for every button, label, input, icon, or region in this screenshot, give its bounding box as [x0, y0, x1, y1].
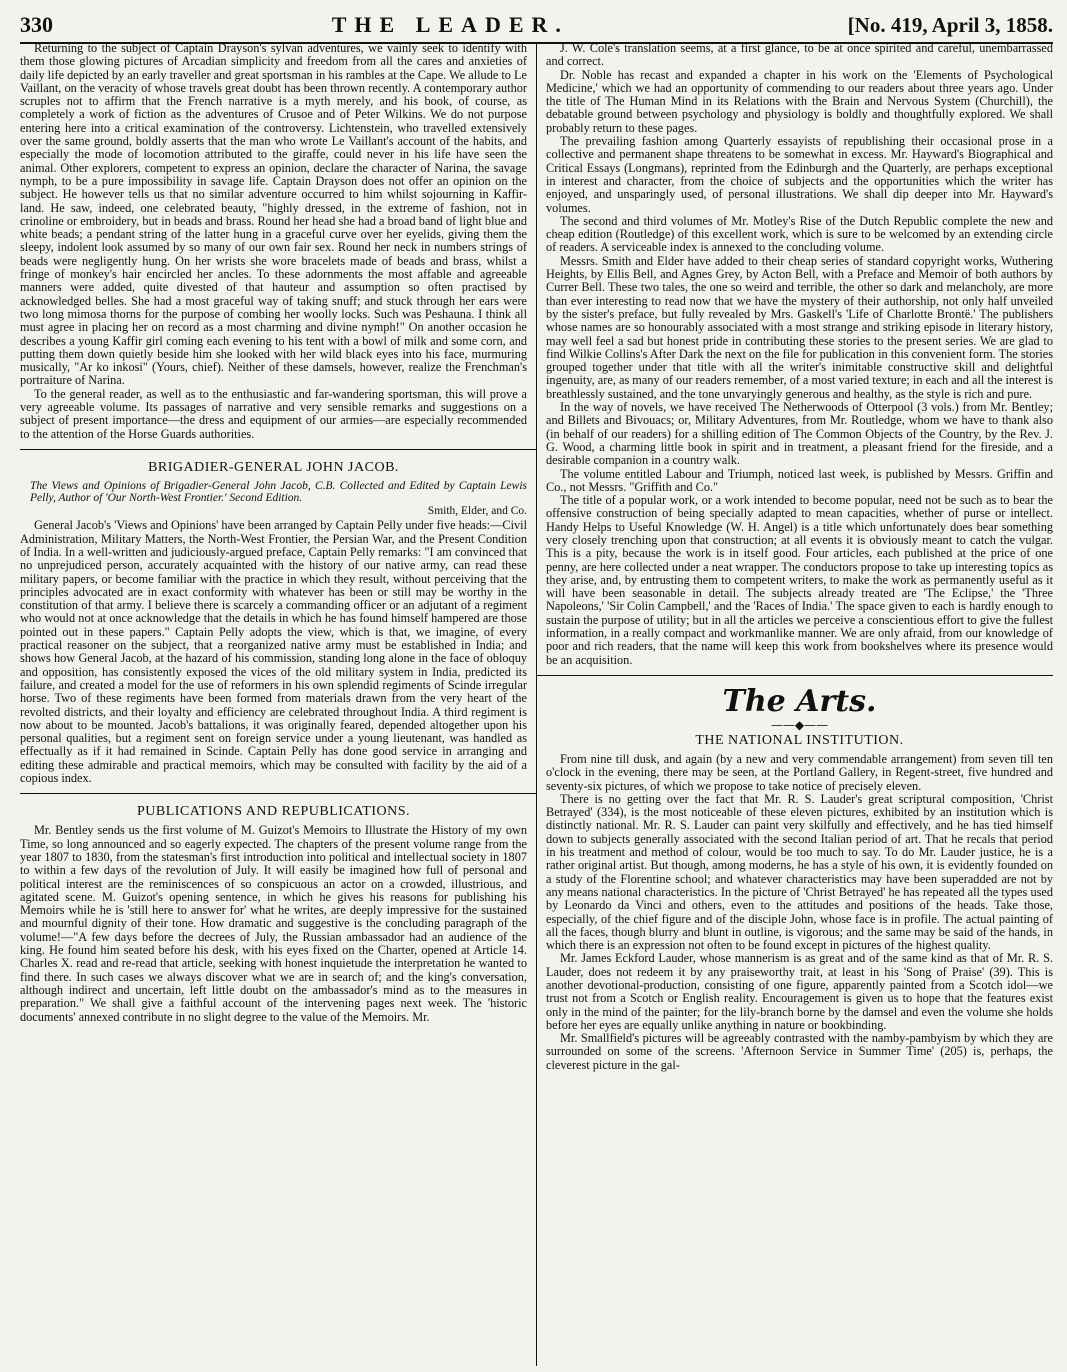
- lauder-review-para: There is no getting over the fact that Mr. R. S. Lauder's great scriptural composition, 'Christ Betrayed' (334), is the most noticeable of these eleven pictures, exhibited by an institution which is distinctly national. Mr. R. S. Lauder can paint very skilfully and effectively, and he has tied himself down to subjects generally associated with the second Italian period of art. That he recals that period in his treatment and method of colour, would be too much to say. To do Mr. Lauder justice, he is a rather original artist. But though, among moderns, he has a style of his own, it is evidently founded on a study of the Florentine school; and whatever characteristics may have been superadded are not by any means national characteristics. In the picture of 'Christ Betrayed' he has repeated all the types used by Leonardo da Vinci and others, even to the attitudes and positions of the heads. Take those, especially, of the chief figure and of the disciple John, whose face is in profile. The actual painting of all the faces, though blurry and blunt in outline, is vigorous; and the same may be said of the hands, in which there is an expression not often to be found except in pictures of the highest quality.: [546, 791, 1053, 953]
- section-divider: [20, 793, 536, 794]
- labour-triumph-para: The volume entitled Labour and Triumph, noticed last week, is published by Messrs. Griffin and Co., not Messrs. "Griffith and Co.": [546, 466, 1053, 494]
- guizot-review-para: Mr. Bentley sends us the first volume of M. Guizot's Memoirs to Illustrate the History of my own Time, so long announced and so eagerly expected. The chapters of the present volume range from the year 1807 to 1830, from the statesman's first introduction into political and intellectual society in 1807 to within a few days of the revolution of July. It will easily be imagined how full of personal and political interest are the reminiscences of so conspicuous an actor on a crowded, illustrious, and agitated scene. M. Guizot's opening sentence, in which he gives his reasons for publishing his Memoirs while he is 'still here to answer for' what he writes, are deeply impressive for the sustained and mournful dignity of their tone. How dramatic and suggestive is the concluding paragraph of the volume!—"A few days before the decrees of July, the Russian ambassador had an audience of the king. He found him seated before his desk, with his eyes fixed on the Charter, opened at Article 14. Charles X. read and re-read that article, seeking with honest inquietude the interpretation he wanted to find there. In such cases we always discover what we are in search of; and the king's conversation, although indirect and uncertain, left little doubt on the ambassador's mind as to the measures in preparation." We shall give a faithful account of the intervening pages next week. The 'historic documents' annexed contribute in no slight degree to the value of the Memoirs. Mr.: [20, 823, 527, 1024]
- jacob-heading: BRIGADIER-GENERAL JOHN JACOB.: [148, 459, 399, 475]
- jacob-publisher: Smith, Elder, and Co.: [427, 504, 527, 517]
- motley-review-para: The second and third volumes of Mr. Motley's Rise of the Dutch Republic complete the new and cheap edition (Routledge) of this excellent work, which is sure to be welcomed by an extending circle of readers. A serviceable index is annexed to the concluding volume.: [546, 213, 1053, 255]
- hayward-review-para: The prevailing fashion among Quarterly essayists of republishing their occasional prose in a collective and permanent shape threatens to be somewhat in excess. Mr. Hayward's Biographical and Critical Essays (Longmans), reprinted from the Edinburgh and the Quarterly, are perhaps exceptional in interest and character, from the choice of subjects and the opportunities which the writer has enjoyed, and unsparingly used, of personal illustrations. We shall dip deeper into Mr. Hayward's volumes.: [546, 134, 1053, 215]
- ornament-rule: ——◆——: [770, 717, 829, 732]
- smallfield-para: Mr. Smallfield's pictures will be agreeably contrasted with the namby-pambyism by which they are surrounded on some of the screens. 'Afternoon Service in Summer Time' (205) is, perhaps, the cleverest picture in the gal-: [546, 1031, 1053, 1072]
- national-institution-heading: THE NATIONAL INSTITUTION.: [695, 732, 904, 748]
- issue-info: [No. 419, April 3, 1858.: [847, 13, 1053, 37]
- novels-review-para: In the way of novels, we have received The Netherwoods of Otterpool (3 vols.) from Mr. Bentley; and Billets and Bivouacs; or, Military Adventures, from Mr. Routledge, whom we have to thank also (in behalf of our readers) for a shilling edition of The Common Objects of the Country, by the Rev. J. G. Wood, a charming little book in spirit and in treatment, a pleasant friend for the fireside, and a desirable companion in a country walk.: [546, 400, 1053, 468]
- masthead: [20, 12, 1053, 38]
- columns: [20, 42, 1053, 1366]
- jacob-book-citation: [20, 480, 527, 518]
- section-divider: [20, 449, 536, 450]
- cole-translation-para: J. W. Cole's translation seems, at a first glance, to be at once spirited and careful, unembarrassed and correct.: [546, 42, 1053, 69]
- jacob-citation-text: The Views and Opinions of Brigadier-General John Jacob, C.B. Collected and Edited by Captain Lewis Pelly, Author of 'Our North-West Frontier.' Second Edition.: [30, 479, 527, 505]
- publications-heading: PUBLICATIONS AND REPUBLICATIONS.: [136, 804, 411, 820]
- jacob-review-para: General Jacob's 'Views and Opinions' have been arranged by Captain Pelly under five heads:—Civil Administration, Military Matters, the North-West Frontier, the Persian War, and the Present Condition of India. In a well-written and judiciously-argued preface, Captain Pelly remarks: "I am convinced that no unprejudiced person, accurately acquainted with the history of our native army, can read these military papers, or become familiar with the practice in which they result, without perceiving that the principles advocated are in exact conformity with whatever has been or still may be worthy in the constitution of that army. I believe there is scarcely a commanding officer or an adjutant of a regiment who would not at once acknowledge that the details in which he has found himself hampered are those pointed out in these papers." Captain Pelly adopts the view, which is that, we imagine, of every practical reasoner on the subject, that a reorganized native army must be established in India; and shows how General Jacob, at the hazard of his commission, standing long alone in the face of obloquy and opposition, has consistently exposed the vices of the old military system in India, predicted its failure, and created a model for the use of reformers in his own splendid regiments of Scinde irregular horse. Two of these regiments have been formed from materials drawn from the very heart of the revolted districts, and their loyalty and efficiency are celebrated throughout India. A third regiment is now about to be mounted. Jacob's battalions, it was originally feared, depended altogether upon his personal qualities, but a regiment sent on foreign service under a young lieutenant, was handled as effectually as if it had remained in Scinde. Captain Pelly has done good service in arranging and editing these admirable and practical memoirs, which may be consulted with facility by the aid of a copious index.: [20, 518, 527, 786]
- handy-helps-para: The title of a popular work, or a work intended to become popular, need not be such as to bear the offensive construction of being specially adapted to mean capacities, whether of purse or intellect. Handy Helps to Useful Knowledge (W. H. Angel) is a title which unfortunately does bear something very closely trenching upon that construction; at all events it is obviously meant to catch the vulgar. This is a pity, because the work is in itself good. Four articles, each published at the price of one penny, are here collected under a neat wrapper. The conductors propose to take up interesting topics as they arise, and, by entrusting them to competent writers, to make the work as permanently useful as it will have been seasonable in detail. The subjects already treated are 'The Eclipse,' the 'Three Napoleons,' 'Sir Colin Campbell,' and the 'Races of India.' The space given to each is hardly enough to sustain the purpose of utility; but in all the articles we perceive a conscientious effort to give the fullest information, in a really compact and workmanlike manner. We are only afraid, from our knowledge of poor and rich readers, that the name will keep this work from bookshelves where its presence would be an acquisition.: [546, 493, 1053, 667]
- right-column: [537, 42, 1053, 1366]
- left-column: [20, 42, 536, 1366]
- drayson-review-conclusion: To the general reader, as well as to the enthusiastic and far-wandering sportsman, this will prove a very agreeable volume. Its passages of narrative and very sensible remarks and suggestions on a subject of present importance—the dress and equipment of our armies—are especially recommended to the attention of the Horse Guards authorities.: [20, 386, 527, 441]
- arts-section-title: The Arts.: [722, 683, 877, 719]
- section-divider: [537, 675, 1053, 676]
- drayson-review-para: Returning to the subject of Captain Drayson's sylvan adventures, we vainly seek to identify with them those glowing pictures of Arcadian simplicity and freedom from all the cares and anxieties of daily life depicted by an early traveller and great sportsman in his rambles at the Cape. We allude to Le Vaillant, on the veracity of whose travels great doubt has been thrown recently. A contemporary author scruples not to affirm that the French narrative is a myth merely, and his book, of course, as completely a work of fiction as the adventures of Crusoe and of Peter Wilkins. We do not purpose entering here into a critical examination of the controversy. Lichtenstein, who travelled extensively over the same ground, boldly asserts that the man who wrote Le Vaillant's account of the habits, and especially the mode of locomotion attributed to the giraffe, could never in his life have seen the animal. Other explorers, competent to express an opinion, declare the character of Narina, the savage nymph, to be a pure impossibility in savage life. Captain Drayson does not offer an opinion on the subject. He however tells us that no similar adventure occurred to him whilst sojourning in Kaffir-land. He saw, indeed, one celebrated beauty, "highly dressed, in the extreme of fashion, not in crinoline or embroidery, but in beads and brass. Round her head she had a broad band of light blue and white beads; a pendant string of the latter hung in a graceful curve over her eyelids, giving them the sleepy, indolent look assumed by so many of our own fair sex. Round her neck in numbers strings of beads were negligently hung. On her wrists she wore bracelets made of beads and brass, whilst a fringe of monkey's hair encircled her ancles. To these adornments the most affable and agreeable manners were added, quite divested of that hauteur and assumption so often practised by acknowledged belles. She had a most graceful way of taking snuff; and stuck through her ears were two long mimosa thorns for the purpose of combing her woolly locks. Such was Peshauna. I think all must agree in placing her on record as a most charming and divine nymph!" On another occasion he describes a young Kaffir girl coming each evening to his tent with a bowl of milk and some corn, and putting them down quietly beside him she looked with her wild black eyes into his face, murmuring musically, "Ar ko inkosi" (Yours, chief). Neither of these damsels, however, realize the Frenchman's portraiture of Narina.: [20, 42, 527, 388]
- eckford-lauder-para: Mr. James Eckford Lauder, whose mannerism is as great and of the same kind as that of Mr. R. S. Lauder, does not redeem it by any praiseworthy trait, at least in his 'Song of Praise' (39). This is another devotional-production, consisting of one figure, apparently painted from a Scotch idol—we trust not from a Scotch or English reality. Encouragement is given us to hope that the features exist only in the mind of the painter; for the lily-branch borne by the damsel and even the volume she holds before her eyes are equally unlike anything in nature or bookbinding.: [546, 951, 1053, 1032]
- noble-review-para: Dr. Noble has recast and expanded a chapter in his work on the 'Elements of Psychological Medicine,' which we had an opportunity of commending to our readers about three years ago. Under the title of The Human Mind in its Relations with the Brain and Nervous System (Churchill), the debatable ground between psychology and physiology is boldly and thoughtfully explored. We shall probably return to these pages.: [546, 67, 1053, 135]
- national-institution-intro: From nine till dusk, and again (by a new and very commendable arrangement) from seven till ten o'clock in the evening, there may be seen, at the Portland Gallery, in Regent-street, five hundred and seventy-six pictures, of which we propose to take notice of precisely eleven.: [546, 751, 1053, 793]
- bronte-review-para: Messrs. Smith and Elder have added to their cheap series of standard copyright works, Wuthering Heights, by Ellis Bell, and Agnes Grey, by Acton Bell, with a Preface and Memoir of both authors by Currer Bell. These two tales, the one so weird and terrible, the other so dark and melancholy, are more than ever interesting to read now that we have the mystery of their authorship, not only half unveiled by the sister's preface, but fully revealed by Mrs. Gaskell's 'Life of Charlotte Brontë.' The publishers whose names are so honourably associated with a most strange and striking episode in literary history, may well feel a sad but honest pride in contributing these stories to the present series. We are glad to find Wilkie Collins's After Dark the next on the file for publication in this convenient form. The stories grouped together under that title with all the writer's inimitable constructive skill and delightful ingenuity, are, as many of our readers remember, of a most varied texture; in each and all the interest is breathlessly sustained, and the tone unvaryingly generous and healthy, as the style is rich and pure.: [546, 253, 1053, 401]
- page-number: 330: [20, 12, 53, 37]
- newspaper-title: THE LEADER.: [331, 12, 569, 37]
